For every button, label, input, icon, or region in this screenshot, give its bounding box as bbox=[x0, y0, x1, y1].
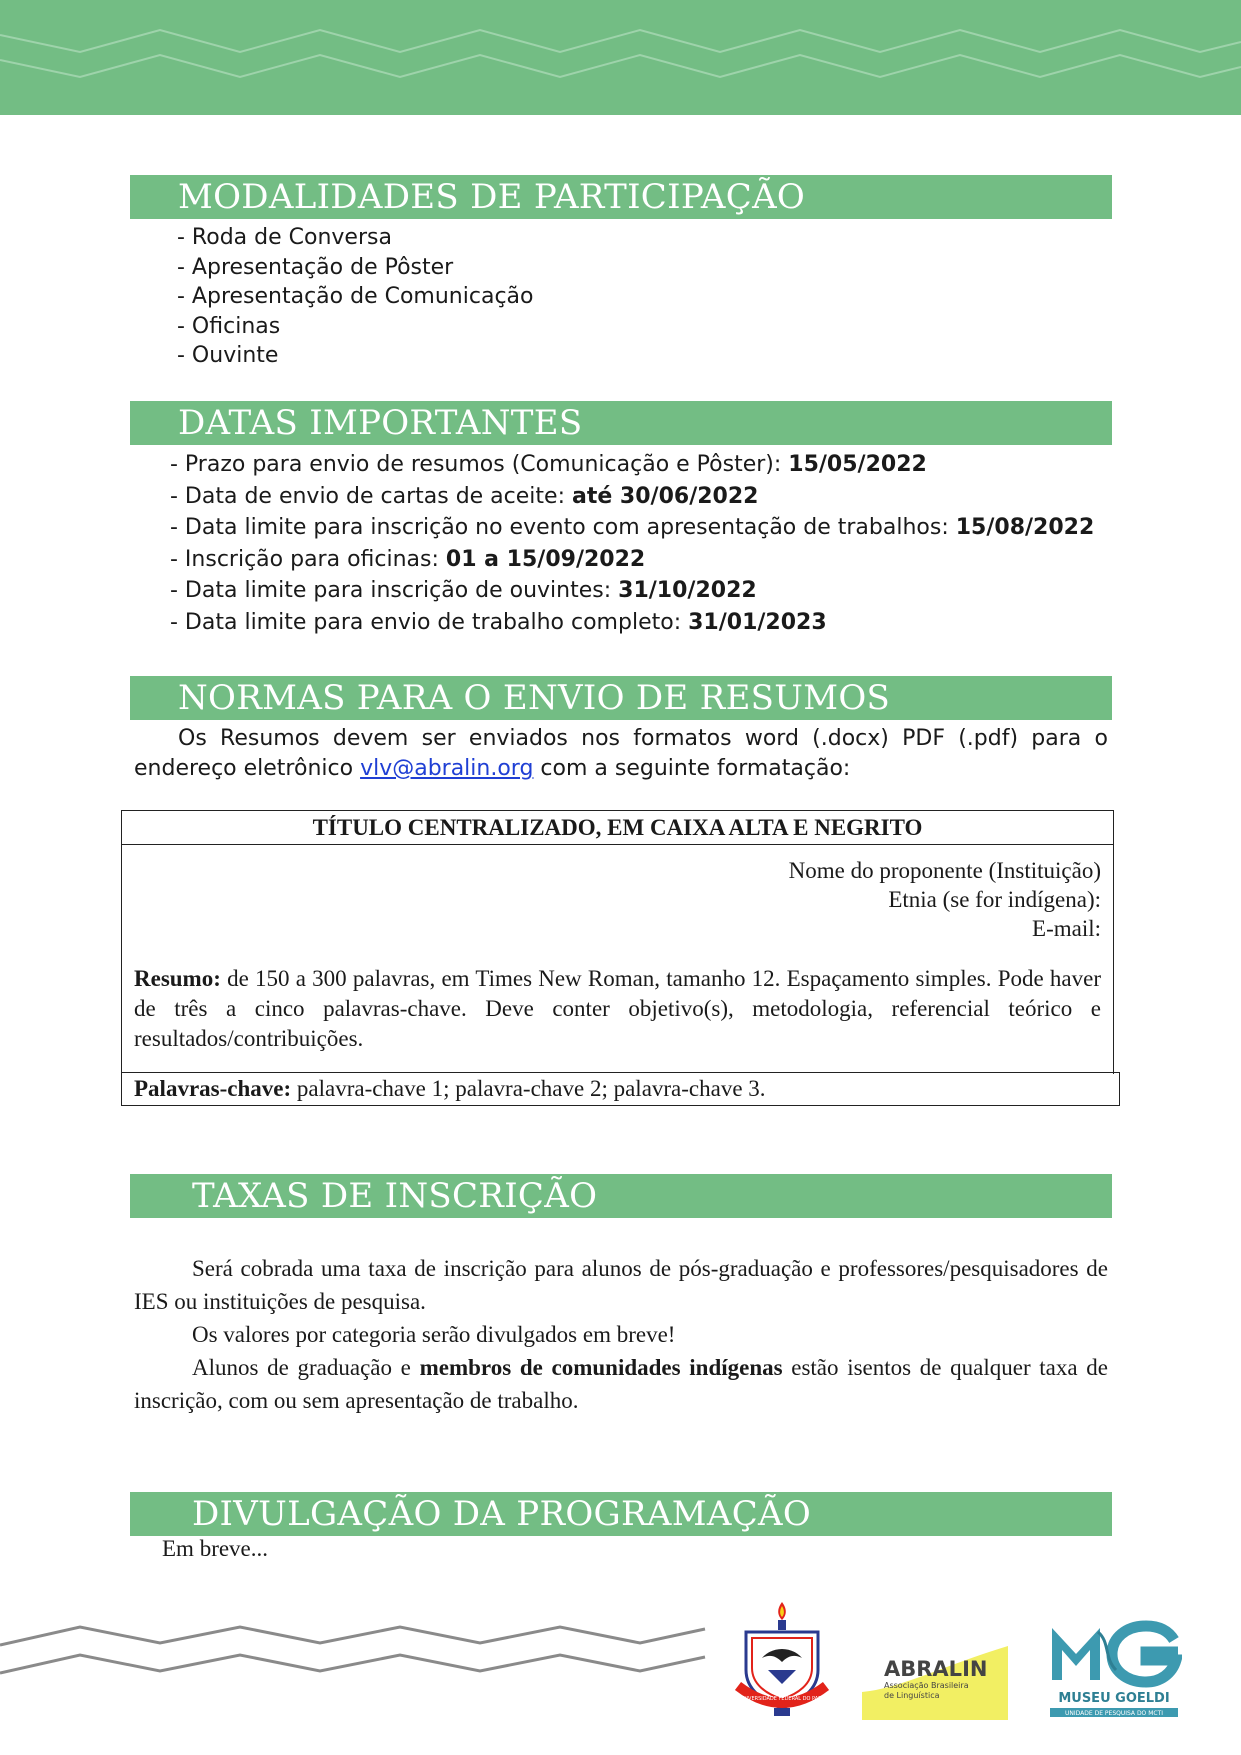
date-item bbox=[170, 544, 1094, 576]
section-title: NORMAS PARA O ENVIO DE RESUMOS bbox=[178, 678, 891, 718]
taxas-paragraph: Será cobrada uma taxa de inscrição para alunos de pós-graduação e professores/pesquisadores de IES ou instituições de pesquisa. bbox=[134, 1256, 1108, 1314]
date-label: - Inscrição para oficinas: bbox=[170, 546, 446, 572]
template-heading: TÍTULO CENTRALIZADO, EM CAIXA ALTA E NEGRITO bbox=[121, 810, 1114, 845]
date-item bbox=[170, 607, 1094, 639]
date-item bbox=[170, 512, 1094, 544]
zigzag-decoration bbox=[0, 0, 1241, 115]
date-item bbox=[170, 575, 1094, 607]
header-banner bbox=[0, 0, 1241, 115]
date-value: 15/05/2022 bbox=[788, 452, 927, 477]
list-item: - Oficinas bbox=[177, 313, 281, 339]
divulgacao-text: Em breve... bbox=[162, 1536, 269, 1561]
ufpa-logo bbox=[732, 1598, 832, 1718]
date-item bbox=[170, 481, 1094, 513]
template-keywords bbox=[121, 1072, 1120, 1106]
section-title: MODALIDADES DE PARTICIPAÇÃO bbox=[178, 177, 806, 217]
date-value: até 30/06/2022 bbox=[571, 483, 759, 509]
modalidades-list bbox=[177, 223, 533, 371]
taxas-paragraph: Os valores por categoria serão divulgados em breve! bbox=[192, 1322, 676, 1347]
ufpa-seal-text: UNIVERSIDADE FEDERAL DO PARÁ bbox=[739, 1696, 825, 1702]
section-header-normas bbox=[130, 676, 1112, 720]
section-header-modalidades bbox=[130, 175, 1112, 219]
template-ethnicity-line: Etnia (se for indígena): bbox=[888, 887, 1101, 912]
section-header-divulgacao bbox=[130, 1492, 1112, 1536]
normas-intro bbox=[134, 724, 1108, 784]
section-header-taxas bbox=[130, 1174, 1112, 1218]
abralin-logo bbox=[862, 1636, 1008, 1720]
abralin-name: ABRALIN bbox=[884, 1657, 988, 1681]
datas-list bbox=[170, 449, 1094, 638]
date-label: - Data limite para inscrição no evento com apresentação de trabalhos: bbox=[170, 515, 956, 540]
keywords-label: Palavras-chave: bbox=[134, 1076, 292, 1101]
date-value: 31/01/2023 bbox=[688, 609, 827, 635]
normas-intro-text: Os Resumos devem ser enviados nos formatos word (.docx) PDF (.pdf) para o endereço eletrônico bbox=[134, 726, 1108, 781]
date-value: 01 a 15/09/2022 bbox=[445, 546, 646, 572]
taxas-paragraph bbox=[134, 1351, 1108, 1417]
date-item bbox=[170, 449, 1094, 481]
section-title: TAXAS DE INSCRIÇÃO bbox=[192, 1176, 598, 1216]
date-value: 15/08/2022 bbox=[955, 515, 1095, 540]
taxas-p3-start: Alunos de graduação e bbox=[192, 1355, 420, 1380]
template-email-line: E-mail: bbox=[1032, 916, 1101, 941]
footer-zigzag-decoration bbox=[0, 1615, 720, 1705]
taxas-text bbox=[134, 1252, 1108, 1417]
list-item: - Roda de Conversa bbox=[177, 225, 392, 250]
section-title: DATAS IMPORTANTES bbox=[178, 403, 583, 443]
section-header-datas bbox=[130, 401, 1112, 445]
section-title: DIVULGAÇÃO DA PROGRAMAÇÃO bbox=[192, 1494, 812, 1534]
list-item: - Ouvinte bbox=[177, 343, 279, 368]
resumo-text: de 150 a 300 palavras, em Times New Roman, tamanho 12. Espaçamento simples. Pode haver de três a cinco palavras-chave. Deve conter objetivo(s), metodologia, referencial teórico e resultados/contribuições. bbox=[134, 966, 1101, 1051]
abstract-template-box bbox=[121, 810, 1116, 1106]
taxas-p3-bold: membros de comunidades indígenas bbox=[419, 1355, 783, 1380]
normas-intro-tail: com a seguinte formatação: bbox=[533, 756, 851, 781]
template-body bbox=[121, 844, 1114, 1074]
date-label: - Data de envio de cartas de aceite: bbox=[170, 483, 572, 509]
email-link[interactable]: vlv@abralin.org bbox=[360, 756, 534, 781]
goeldi-name: MUSEU GOELDI bbox=[1058, 1691, 1170, 1706]
keywords-text: palavra-chave 1; palavra-chave 2; palavra-chave 3. bbox=[291, 1076, 766, 1101]
date-label: - Data limite para envio de trabalho completo: bbox=[170, 609, 689, 635]
abralin-subtitle-2: de Linguística bbox=[884, 1691, 940, 1700]
resumo-label: Resumo: bbox=[134, 966, 221, 991]
date-label: - Data limite para inscrição de ouvintes: bbox=[170, 578, 619, 603]
template-author-block bbox=[789, 856, 1101, 943]
list-item: - Apresentação de Comunicação bbox=[177, 284, 534, 309]
list-item: - Apresentação de Pôster bbox=[177, 254, 454, 280]
template-author-line: Nome do proponente (Instituição) bbox=[788, 858, 1101, 883]
date-label: - Prazo para envio de resumos (Comunicação e Pôster): bbox=[170, 452, 789, 477]
abralin-subtitle-1: Associação Brasileira bbox=[884, 1681, 969, 1690]
goeldi-subtitle: UNIDADE DE PESQUISA DO MCTI bbox=[1065, 1710, 1163, 1717]
date-value: 31/10/2022 bbox=[618, 578, 757, 603]
taxas-p3-end: estão isentos de qualquer taxa de inscrição, com ou sem apresentação de trabalho. bbox=[134, 1355, 1108, 1413]
museu-goeldi-logo bbox=[1046, 1618, 1182, 1718]
template-resumo bbox=[134, 964, 1101, 1054]
